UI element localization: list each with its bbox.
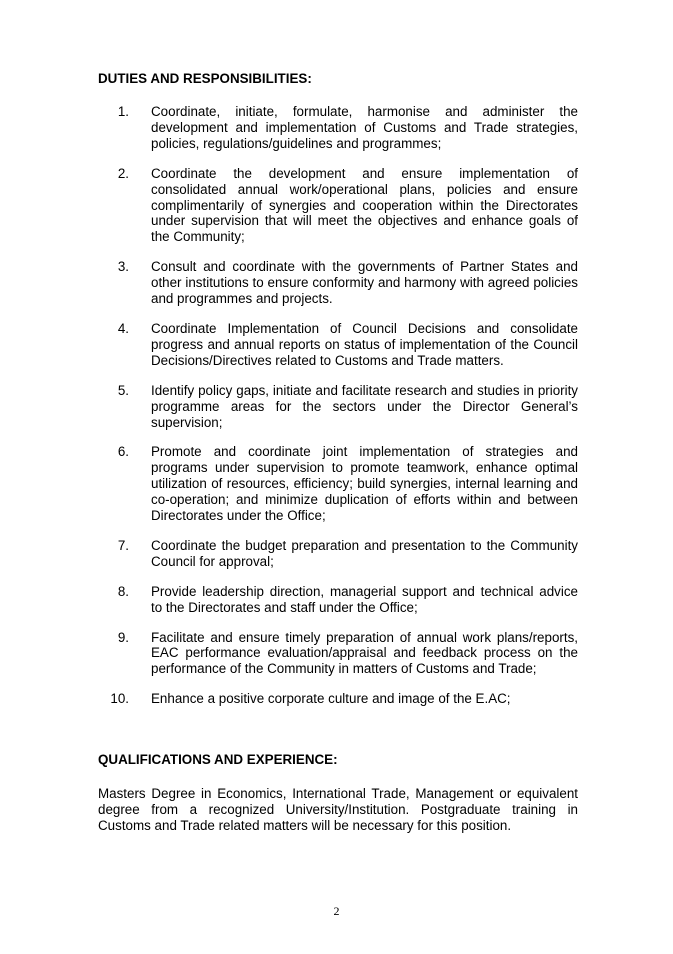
- qualifications-heading: QUALIFICATIONS AND EXPERIENCE:: [98, 752, 338, 767]
- item-number: 3.: [117, 259, 129, 275]
- list-item: [98, 383, 578, 431]
- duties-heading: DUTIES AND RESPONSIBILITIES:: [98, 71, 312, 86]
- list-item: [98, 104, 578, 152]
- list-item: [98, 691, 578, 707]
- item-text: Facilitate and ensure timely preparation of annual work plans/reports, EAC performance evaluation/appraisal and feedback process on the performance of the Community in matters of Customs and Trade;: [151, 629, 578, 677]
- item-text: Coordinate Implementation of Council Decisions and consolidate progress and annual reports on status of implementation of the Council Decisions/Directives related to Customs and Trade matters.: [151, 320, 578, 368]
- item-text: Coordinate, initiate, formulate, harmonise and administer the development and implementation of Customs and Trade strategies, policies, regulations/guidelines and programmes;: [151, 104, 578, 151]
- list-item: [98, 444, 578, 524]
- list-item: [98, 630, 578, 678]
- item-text: Enhance a positive corporate culture and image of the E.AC;: [151, 691, 511, 707]
- list-item: [98, 166, 578, 246]
- item-number: 1.: [117, 104, 129, 119]
- item-number: 9.: [117, 629, 129, 645]
- item-number: 8.: [117, 583, 129, 599]
- item-number: 6.: [117, 444, 129, 460]
- page-number: 2: [333, 904, 340, 918]
- item-text: Identify policy gaps, initiate and facilitate research and studies in priority programme areas for the sectors under the Director General’s supervision;: [151, 382, 578, 430]
- item-text: Consult and coordinate with the governments of Partner States and other institutions to ensure conformity and harmony with agreed policies and programmes and projects.: [151, 259, 578, 307]
- list-item: [98, 538, 578, 570]
- item-text: Promote and coordinate joint implementation of strategies and programs under supervision to promote teamwork, enhance optimal utilization of resources, efficiency; build synergies, internal learning and co-operation; and minimize duplication of efforts within and between Directorates under the Office;: [151, 444, 578, 524]
- item-number: 5.: [117, 382, 129, 398]
- duties-list: [98, 104, 578, 721]
- qualifications-text: Masters Degree in Economics, International Trade, Management or equivalent degree from a recognized University/Institution. Postgraduate training in Customs and Trade related matters will be necessary for this position.: [98, 786, 578, 833]
- list-item: [98, 259, 578, 307]
- item-number: 10.: [110, 691, 129, 707]
- item-number: 7.: [117, 537, 129, 553]
- item-text: Provide leadership direction, managerial support and technical advice to the Directorates and staff under the Office;: [151, 583, 578, 615]
- item-text: Coordinate the budget preparation and presentation to the Community Council for approval;: [151, 537, 578, 569]
- item-number: 2.: [117, 165, 129, 181]
- item-text: Coordinate the development and ensure implementation of consolidated annual work/operational plans, policies and ensure complimentarily of synergies and cooperation within the Directorates under supervision that will meet the objectives and enhance goals of the Community;: [151, 165, 578, 245]
- list-item: [98, 584, 578, 616]
- item-number: 4.: [117, 320, 129, 336]
- list-item: [98, 321, 578, 369]
